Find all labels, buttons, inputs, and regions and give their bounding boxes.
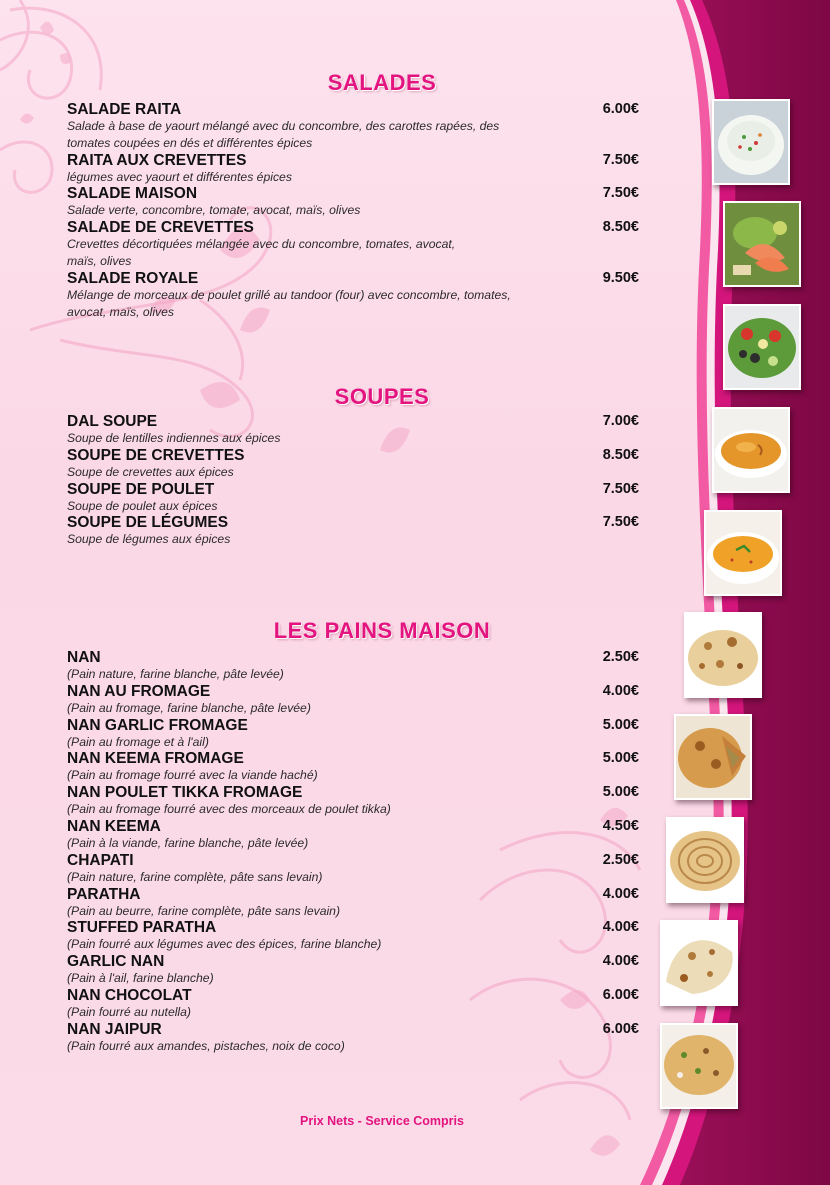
item-name: RAITA AUX CREVETTES — [67, 151, 247, 169]
item-name: NAN CHOCOLAT — [67, 986, 192, 1004]
menu-item — [67, 987, 639, 1021]
item-name: NAN JAIPUR — [67, 1020, 162, 1038]
item-name: NAN POULET TIKKA FROMAGE — [67, 784, 303, 802]
item-price: 7.50€ — [602, 514, 639, 531]
menu-item — [67, 717, 639, 751]
menu-item — [67, 413, 639, 447]
menu-item — [67, 101, 639, 152]
item-description: Soupe de poulet aux épices — [67, 498, 218, 513]
item-description: (Pain fourré aux légumes avec des épices, farine blanche) — [67, 937, 382, 952]
item-name: SALADE MAISON — [67, 185, 198, 203]
nan-jaipur-photo — [660, 1023, 738, 1109]
item-name: GARLIC NAN — [67, 953, 165, 971]
item-price: 5.00€ — [602, 716, 639, 733]
footer-note: Prix Nets - Service Compris — [300, 1114, 464, 1128]
menu-item — [67, 1021, 639, 1055]
naan-bread-photo — [684, 612, 762, 698]
item-description: (Pain au fromage, farine blanche, pâte levée) — [67, 700, 311, 715]
section-title-salades: SALADES — [327, 70, 437, 95]
item-name: SALADE DE CREVETTES — [67, 219, 254, 237]
item-name: NAN KEEMA FROMAGE — [67, 750, 244, 768]
item-description: Mélange de morceaux de poulet grillé au tandoor (four) avec concombre, tomates, avocat, maïs, olives — [67, 287, 511, 319]
menu-item — [67, 818, 639, 852]
section-title-soupes: SOUPES — [334, 384, 430, 409]
item-price: 4.00€ — [602, 919, 639, 936]
menu-item — [67, 953, 639, 987]
item-price: 6.00€ — [602, 986, 639, 1003]
item-price: 2.50€ — [602, 649, 639, 665]
item-description: Soupe de lentilles indiennes aux épices — [67, 431, 281, 445]
item-name: SOUPE DE LÉGUMES — [67, 514, 229, 532]
item-description: (Pain au fromage fourré avec des morceaux de poulet tikka) — [67, 802, 391, 817]
menu-item — [67, 852, 639, 886]
menu-item — [67, 750, 639, 784]
item-price: 7.00€ — [602, 413, 639, 429]
item-name: DAL SOUPE — [67, 413, 158, 430]
item-price: 4.50€ — [602, 817, 639, 834]
item-price: 7.50€ — [602, 480, 639, 497]
item-name: NAN — [67, 649, 101, 666]
item-description: (Pain au beurre, farine complète, pâte sans levain) — [67, 903, 341, 918]
lentil-soup-bowl-photo — [704, 510, 782, 596]
item-description: (Pain à la viande, farine blanche, pâte levée) — [67, 835, 309, 850]
item-price: 5.00€ — [602, 750, 639, 767]
item-price: 5.00€ — [602, 784, 639, 801]
item-description: légumes avec yaourt et différentes épices — [67, 169, 292, 184]
green-salad-photo — [723, 304, 801, 390]
item-name: SOUPE DE POULET — [67, 480, 215, 498]
item-price: 4.00€ — [602, 682, 639, 699]
item-name: STUFFED PARATHA — [67, 919, 217, 937]
item-description: (Pain nature, farine blanche, pâte levée) — [67, 667, 284, 681]
raita-bowl-photo — [712, 99, 790, 185]
item-description: (Pain au fromage fourré avec la viande haché) — [67, 768, 318, 783]
salades-list — [67, 101, 639, 320]
item-price: 4.00€ — [602, 885, 639, 902]
item-price: 4.00€ — [602, 953, 639, 970]
item-description: Soupe de crevettes aux épices — [67, 464, 234, 479]
menu-item — [67, 649, 639, 683]
shrimp-salad-photo — [723, 201, 801, 287]
item-price: 7.50€ — [602, 185, 639, 202]
menu-item — [67, 919, 639, 953]
item-description: (Pain fourré aux amandes, pistaches, noix de coco) — [67, 1038, 345, 1053]
dal-soup-bowl-photo — [712, 407, 790, 493]
item-description: (Pain nature, farine complète, pâte sans levain) — [67, 869, 323, 884]
item-description: Soupe de légumes aux épices — [67, 532, 231, 547]
item-name: SOUPE DE CREVETTES — [67, 446, 245, 464]
menu-item — [67, 270, 639, 321]
menu-item — [67, 447, 639, 481]
section-title-pains: LES PAINS MAISON — [273, 618, 491, 643]
layered-paratha-photo — [666, 817, 744, 903]
item-description: Crevettes décortiquées mélangée avec du concombre, tomates, avocat, maïs, olives — [67, 237, 456, 268]
stuffed-paratha-photo — [674, 714, 752, 800]
item-name: SALADE RAITA — [67, 101, 182, 118]
item-description: Salade à base de yaourt mélangé avec du concombre, des carottes rapées, des tomates coupées en dés et différentes épices — [67, 119, 500, 150]
item-price: 9.50€ — [602, 269, 639, 286]
item-name: NAN KEEMA — [67, 817, 161, 835]
item-description: (Pain à l'ail, farine blanche) — [67, 971, 214, 986]
item-price: 6.00€ — [602, 101, 639, 117]
item-name: SALADE ROYALE — [67, 269, 199, 287]
menu-item — [67, 185, 639, 219]
cheese-naan-photo — [660, 920, 738, 1006]
item-name: NAN AU FROMAGE — [67, 682, 211, 700]
item-name: PARATHA — [67, 885, 141, 903]
menu-item — [67, 219, 639, 270]
item-description: (Pain au fromage et à l'ail) — [67, 734, 209, 749]
menu-item — [67, 683, 639, 717]
menu-item — [67, 514, 639, 548]
item-price: 8.50€ — [602, 446, 639, 463]
item-description: (Pain fourré au nutella) — [67, 1004, 191, 1019]
item-price: 6.00€ — [602, 1020, 639, 1037]
item-name: CHAPATI — [67, 851, 134, 869]
pains-list — [67, 649, 639, 1055]
item-price: 7.50€ — [602, 151, 639, 168]
menu-item — [67, 784, 639, 818]
menu-item — [67, 481, 639, 515]
soupes-list — [67, 413, 639, 548]
item-name: NAN GARLIC FROMAGE — [67, 716, 248, 734]
menu-item — [67, 886, 639, 920]
item-price: 2.50€ — [602, 851, 639, 868]
menu-item — [67, 152, 639, 186]
item-description: Salade verte, concombre, tomate, avocat, maïs, olives — [67, 203, 361, 218]
item-price: 8.50€ — [602, 219, 639, 236]
